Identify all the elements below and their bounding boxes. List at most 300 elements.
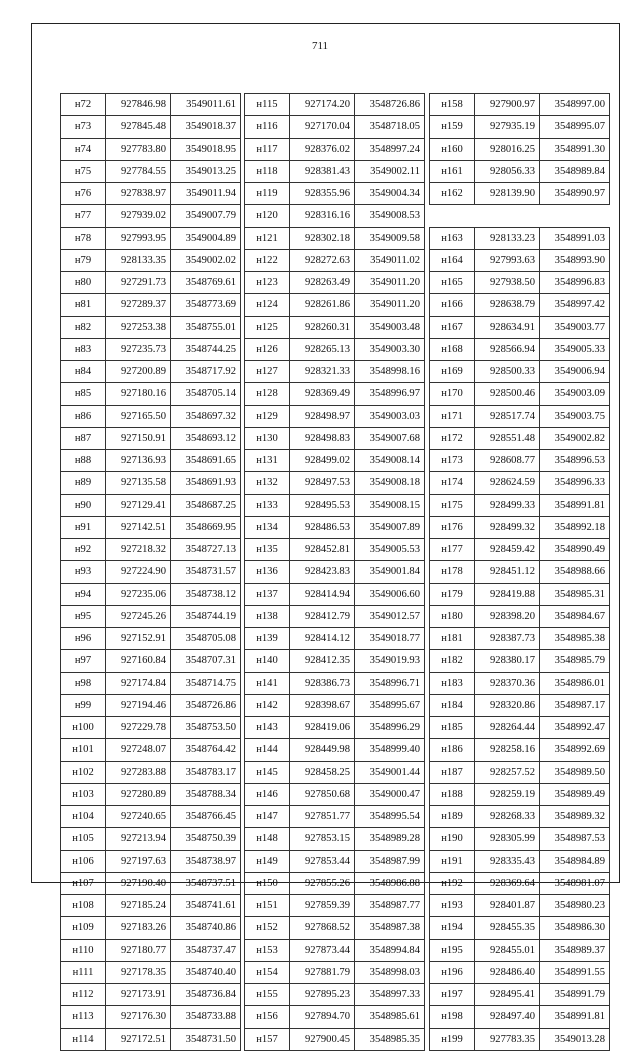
point-id-cell: н177 bbox=[430, 539, 475, 561]
point-id-cell: н105 bbox=[61, 828, 106, 850]
x-coordinate-cell: 928387.73 bbox=[475, 628, 540, 650]
point-id-cell: н90 bbox=[61, 494, 106, 516]
y-coordinate-cell: 3548981.07 bbox=[540, 872, 610, 894]
point-id-cell: н172 bbox=[430, 427, 475, 449]
table-row bbox=[245, 227, 425, 249]
point-id-cell: н113 bbox=[61, 1006, 106, 1028]
x-coordinate-cell: 927180.77 bbox=[106, 939, 171, 961]
y-coordinate-cell: 3548737.47 bbox=[171, 939, 241, 961]
point-id-cell: н116 bbox=[245, 116, 290, 138]
x-coordinate-cell: 927853.15 bbox=[290, 828, 355, 850]
table-row bbox=[61, 650, 241, 672]
table-row bbox=[430, 961, 610, 983]
x-coordinate-cell: 927172.51 bbox=[106, 1028, 171, 1050]
x-coordinate-cell: 928133.23 bbox=[475, 227, 540, 249]
x-coordinate-cell: 927248.07 bbox=[106, 739, 171, 761]
point-id-cell: н125 bbox=[245, 316, 290, 338]
x-coordinate-cell: 927224.90 bbox=[106, 561, 171, 583]
table-row bbox=[61, 494, 241, 516]
y-coordinate-cell: 3548987.77 bbox=[355, 895, 425, 917]
y-coordinate-cell: 3548991.55 bbox=[540, 961, 610, 983]
y-coordinate-cell: 3549006.94 bbox=[540, 361, 610, 383]
point-id-cell: н124 bbox=[245, 294, 290, 316]
table-row bbox=[61, 694, 241, 716]
x-coordinate-cell: 928263.49 bbox=[290, 272, 355, 294]
x-coordinate-cell: 927846.98 bbox=[106, 94, 171, 116]
x-coordinate-cell: 927868.52 bbox=[290, 917, 355, 939]
point-id-cell: н195 bbox=[430, 939, 475, 961]
x-coordinate-cell: 927900.97 bbox=[475, 94, 540, 116]
y-coordinate-cell: 3548737.51 bbox=[171, 872, 241, 894]
x-coordinate-cell: 928634.91 bbox=[475, 316, 540, 338]
x-coordinate-cell: 928412.79 bbox=[290, 605, 355, 627]
y-coordinate-cell: 3549004.89 bbox=[171, 227, 241, 249]
x-coordinate-cell: 928320.86 bbox=[475, 694, 540, 716]
x-coordinate-cell: 927174.84 bbox=[106, 672, 171, 694]
point-id-cell: н197 bbox=[430, 984, 475, 1006]
x-coordinate-cell: 928335.43 bbox=[475, 850, 540, 872]
table-row bbox=[245, 672, 425, 694]
y-coordinate-cell: 3549001.84 bbox=[355, 561, 425, 583]
y-coordinate-cell: 3548769.61 bbox=[171, 272, 241, 294]
table-row bbox=[61, 828, 241, 850]
y-coordinate-cell: 3548992.69 bbox=[540, 739, 610, 761]
table-row bbox=[61, 294, 241, 316]
y-coordinate-cell: 3548991.81 bbox=[540, 1006, 610, 1028]
y-coordinate-cell: 3549008.18 bbox=[355, 472, 425, 494]
y-coordinate-cell: 3548987.99 bbox=[355, 850, 425, 872]
point-id-cell: н86 bbox=[61, 405, 106, 427]
table-row bbox=[430, 717, 610, 739]
y-coordinate-cell: 3549004.34 bbox=[355, 183, 425, 205]
table-row bbox=[245, 872, 425, 894]
point-id-cell: н96 bbox=[61, 628, 106, 650]
point-id-cell: н149 bbox=[245, 850, 290, 872]
y-coordinate-cell: 3548755.01 bbox=[171, 316, 241, 338]
table-row bbox=[61, 939, 241, 961]
point-id-cell: н169 bbox=[430, 361, 475, 383]
x-coordinate-cell: 928370.36 bbox=[475, 672, 540, 694]
x-coordinate-cell: 927150.91 bbox=[106, 427, 171, 449]
table-row bbox=[430, 895, 610, 917]
point-id-cell: н162 bbox=[430, 183, 475, 205]
point-id-cell: н192 bbox=[430, 872, 475, 894]
table-row bbox=[245, 183, 425, 205]
x-coordinate-cell: 928414.12 bbox=[290, 628, 355, 650]
point-id-cell: н76 bbox=[61, 183, 106, 205]
point-id-cell: н182 bbox=[430, 650, 475, 672]
y-coordinate-cell: 3549003.03 bbox=[355, 405, 425, 427]
table-row bbox=[245, 806, 425, 828]
table-row bbox=[61, 516, 241, 538]
point-id-cell: н145 bbox=[245, 761, 290, 783]
point-id-cell: н84 bbox=[61, 361, 106, 383]
y-coordinate-cell: 3549003.30 bbox=[355, 338, 425, 360]
point-id-cell: н80 bbox=[61, 272, 106, 294]
y-coordinate-cell: 3548788.34 bbox=[171, 783, 241, 805]
y-coordinate-cell: 3549007.89 bbox=[355, 516, 425, 538]
x-coordinate-cell: 927283.88 bbox=[106, 761, 171, 783]
point-id-cell: н138 bbox=[245, 605, 290, 627]
y-coordinate-cell: 3548990.97 bbox=[540, 183, 610, 205]
x-coordinate-cell: 928401.87 bbox=[475, 895, 540, 917]
y-coordinate-cell: 3548726.86 bbox=[355, 94, 425, 116]
point-id-cell: н126 bbox=[245, 338, 290, 360]
table-row bbox=[430, 516, 610, 538]
table-row bbox=[245, 783, 425, 805]
table-row bbox=[245, 450, 425, 472]
y-coordinate-cell: 3548989.49 bbox=[540, 783, 610, 805]
y-coordinate-cell: 3548985.38 bbox=[540, 628, 610, 650]
x-coordinate-cell: 928517.74 bbox=[475, 405, 540, 427]
x-coordinate-cell: 928451.12 bbox=[475, 561, 540, 583]
y-coordinate-cell: 3549000.47 bbox=[355, 783, 425, 805]
x-coordinate-cell: 928268.33 bbox=[475, 806, 540, 828]
x-coordinate-cell: 927218.32 bbox=[106, 539, 171, 561]
point-id-cell: н123 bbox=[245, 272, 290, 294]
table-row bbox=[245, 739, 425, 761]
y-coordinate-cell: 3549018.77 bbox=[355, 628, 425, 650]
x-coordinate-cell: 928499.32 bbox=[475, 516, 540, 538]
table-row bbox=[61, 984, 241, 1006]
x-coordinate-cell: 928259.19 bbox=[475, 783, 540, 805]
y-coordinate-cell: 3549008.14 bbox=[355, 450, 425, 472]
point-id-cell: н147 bbox=[245, 806, 290, 828]
table-row bbox=[61, 405, 241, 427]
x-coordinate-cell: 927850.68 bbox=[290, 783, 355, 805]
x-coordinate-cell bbox=[475, 205, 540, 227]
point-id-cell: н143 bbox=[245, 717, 290, 739]
x-coordinate-cell: 927213.94 bbox=[106, 828, 171, 850]
y-coordinate-cell: 3548989.50 bbox=[540, 761, 610, 783]
x-coordinate-cell: 927881.79 bbox=[290, 961, 355, 983]
point-id-cell: н132 bbox=[245, 472, 290, 494]
point-id-cell: н136 bbox=[245, 561, 290, 583]
table-row bbox=[430, 650, 610, 672]
table-row bbox=[430, 1028, 610, 1050]
table-row bbox=[430, 761, 610, 783]
y-coordinate-cell: 3548995.07 bbox=[540, 116, 610, 138]
point-id-cell: н194 bbox=[430, 917, 475, 939]
x-coordinate-cell: 928624.59 bbox=[475, 472, 540, 494]
table-row bbox=[245, 828, 425, 850]
table-row bbox=[61, 183, 241, 205]
table-row bbox=[61, 227, 241, 249]
x-coordinate-cell: 927939.02 bbox=[106, 205, 171, 227]
table-row bbox=[430, 783, 610, 805]
x-coordinate-cell: 928458.25 bbox=[290, 761, 355, 783]
point-id-cell: н93 bbox=[61, 561, 106, 583]
y-coordinate-cell: 3549008.53 bbox=[355, 205, 425, 227]
point-id-cell: н107 bbox=[61, 872, 106, 894]
table-row bbox=[245, 361, 425, 383]
x-coordinate-cell: 928386.73 bbox=[290, 672, 355, 694]
page-number: 711 bbox=[311, 40, 329, 52]
point-id-cell: н133 bbox=[245, 494, 290, 516]
y-coordinate-cell: 3549006.60 bbox=[355, 583, 425, 605]
y-coordinate-cell: 3548740.86 bbox=[171, 917, 241, 939]
table-row bbox=[61, 427, 241, 449]
y-coordinate-cell: 3548697.32 bbox=[171, 405, 241, 427]
table-row bbox=[430, 672, 610, 694]
point-id-cell: н187 bbox=[430, 761, 475, 783]
x-coordinate-cell: 927235.06 bbox=[106, 583, 171, 605]
x-coordinate-cell: 928566.94 bbox=[475, 338, 540, 360]
y-coordinate-cell: 3548984.67 bbox=[540, 605, 610, 627]
x-coordinate-cell: 927170.04 bbox=[290, 116, 355, 138]
x-coordinate-cell: 928498.97 bbox=[290, 405, 355, 427]
x-coordinate-cell: 928260.31 bbox=[290, 316, 355, 338]
x-coordinate-cell: 928500.46 bbox=[475, 383, 540, 405]
x-coordinate-cell: 928498.83 bbox=[290, 427, 355, 449]
x-coordinate-cell: 927859.39 bbox=[290, 895, 355, 917]
point-id-cell: н118 bbox=[245, 160, 290, 182]
x-coordinate-cell: 927165.50 bbox=[106, 405, 171, 427]
table-row bbox=[245, 561, 425, 583]
x-coordinate-cell: 928369.64 bbox=[475, 872, 540, 894]
x-coordinate-cell: 927783.35 bbox=[475, 1028, 540, 1050]
table-row bbox=[61, 249, 241, 271]
table-row bbox=[430, 361, 610, 383]
point-id-cell: н74 bbox=[61, 138, 106, 160]
point-id-cell: н95 bbox=[61, 605, 106, 627]
y-coordinate-cell: 3548750.39 bbox=[171, 828, 241, 850]
table-row bbox=[245, 516, 425, 538]
y-coordinate-cell: 3548997.42 bbox=[540, 294, 610, 316]
point-id-cell: н91 bbox=[61, 516, 106, 538]
table-row bbox=[245, 761, 425, 783]
table-row bbox=[245, 138, 425, 160]
y-coordinate-cell: 3548994.84 bbox=[355, 939, 425, 961]
table-row bbox=[61, 872, 241, 894]
table-row bbox=[61, 338, 241, 360]
y-coordinate-cell: 3548996.83 bbox=[540, 272, 610, 294]
point-id-cell: н184 bbox=[430, 694, 475, 716]
y-coordinate-cell: 3549019.93 bbox=[355, 650, 425, 672]
y-coordinate-cell: 3549005.53 bbox=[355, 539, 425, 561]
x-coordinate-cell: 928355.96 bbox=[290, 183, 355, 205]
y-coordinate-cell: 3548991.81 bbox=[540, 494, 610, 516]
point-id-cell: н144 bbox=[245, 739, 290, 761]
point-id-cell: н160 bbox=[430, 138, 475, 160]
point-id-cell: н199 bbox=[430, 1028, 475, 1050]
y-coordinate-cell: 3549008.15 bbox=[355, 494, 425, 516]
point-id-cell: н108 bbox=[61, 895, 106, 917]
point-id-cell: н155 bbox=[245, 984, 290, 1006]
y-coordinate-cell: 3548731.57 bbox=[171, 561, 241, 583]
table-row bbox=[245, 405, 425, 427]
y-coordinate-cell: 3548733.88 bbox=[171, 1006, 241, 1028]
point-id-cell: н129 bbox=[245, 405, 290, 427]
y-coordinate-cell: 3548986.88 bbox=[355, 872, 425, 894]
point-id-cell: н174 bbox=[430, 472, 475, 494]
point-id-cell: н130 bbox=[245, 427, 290, 449]
x-coordinate-cell: 927176.30 bbox=[106, 1006, 171, 1028]
x-coordinate-cell: 927784.55 bbox=[106, 160, 171, 182]
point-id-cell: н165 bbox=[430, 272, 475, 294]
x-coordinate-cell: 928380.17 bbox=[475, 650, 540, 672]
x-coordinate-cell: 927845.48 bbox=[106, 116, 171, 138]
point-id-cell: н166 bbox=[430, 294, 475, 316]
point-id-cell: н92 bbox=[61, 539, 106, 561]
point-id-cell: н185 bbox=[430, 717, 475, 739]
x-coordinate-cell: 928258.16 bbox=[475, 739, 540, 761]
x-coordinate-cell: 927129.41 bbox=[106, 494, 171, 516]
point-id-cell: н114 bbox=[61, 1028, 106, 1050]
x-coordinate-cell: 927240.65 bbox=[106, 806, 171, 828]
point-id-cell: н159 bbox=[430, 116, 475, 138]
x-coordinate-cell: 927174.20 bbox=[290, 94, 355, 116]
table-row bbox=[430, 494, 610, 516]
table-row bbox=[61, 605, 241, 627]
point-id-cell: н85 bbox=[61, 383, 106, 405]
x-coordinate-cell: 927851.77 bbox=[290, 806, 355, 828]
table-row bbox=[245, 316, 425, 338]
y-coordinate-cell: 3548669.95 bbox=[171, 516, 241, 538]
y-coordinate-cell: 3548997.33 bbox=[355, 984, 425, 1006]
x-coordinate-cell: 928264.44 bbox=[475, 717, 540, 739]
y-coordinate-cell: 3548687.25 bbox=[171, 494, 241, 516]
point-id-cell: н180 bbox=[430, 605, 475, 627]
point-id-cell: н131 bbox=[245, 450, 290, 472]
y-coordinate-cell: 3548764.42 bbox=[171, 739, 241, 761]
point-id-cell: н157 bbox=[245, 1028, 290, 1050]
x-coordinate-cell: 928455.01 bbox=[475, 939, 540, 961]
point-id-cell: н148 bbox=[245, 828, 290, 850]
y-coordinate-cell: 3548744.19 bbox=[171, 605, 241, 627]
table-row bbox=[245, 272, 425, 294]
y-coordinate-cell: 3548987.53 bbox=[540, 828, 610, 850]
point-id-cell: н102 bbox=[61, 761, 106, 783]
table-row bbox=[61, 539, 241, 561]
y-coordinate-cell: 3549003.75 bbox=[540, 405, 610, 427]
x-coordinate-cell: 928499.02 bbox=[290, 450, 355, 472]
coordinates-table-1 bbox=[60, 93, 241, 1051]
x-coordinate-cell: 927853.44 bbox=[290, 850, 355, 872]
table-row bbox=[61, 272, 241, 294]
y-coordinate-cell: 3548989.32 bbox=[540, 806, 610, 828]
table-row bbox=[430, 472, 610, 494]
y-coordinate-cell: 3548985.35 bbox=[355, 1028, 425, 1050]
x-coordinate-cell: 928500.33 bbox=[475, 361, 540, 383]
point-id-cell: н135 bbox=[245, 539, 290, 561]
x-coordinate-cell: 928452.81 bbox=[290, 539, 355, 561]
x-coordinate-cell: 927194.46 bbox=[106, 694, 171, 716]
y-coordinate-cell: 3549001.44 bbox=[355, 761, 425, 783]
table-row bbox=[430, 338, 610, 360]
y-coordinate-cell: 3549002.11 bbox=[355, 160, 425, 182]
point-id-cell: н178 bbox=[430, 561, 475, 583]
table-row bbox=[245, 917, 425, 939]
y-coordinate-cell: 3548997.24 bbox=[355, 138, 425, 160]
y-coordinate-cell: 3548741.61 bbox=[171, 895, 241, 917]
x-coordinate-cell: 927142.51 bbox=[106, 516, 171, 538]
x-coordinate-cell: 928414.94 bbox=[290, 583, 355, 605]
y-coordinate-cell: 3548693.12 bbox=[171, 427, 241, 449]
point-id-cell: н83 bbox=[61, 338, 106, 360]
x-coordinate-cell: 928455.35 bbox=[475, 917, 540, 939]
point-id-cell: н119 bbox=[245, 183, 290, 205]
table-row bbox=[430, 272, 610, 294]
point-id-cell: н89 bbox=[61, 472, 106, 494]
y-coordinate-cell: 3548999.40 bbox=[355, 739, 425, 761]
y-coordinate-cell: 3548986.30 bbox=[540, 917, 610, 939]
point-id-cell: н140 bbox=[245, 650, 290, 672]
point-id-cell: н183 bbox=[430, 672, 475, 694]
y-coordinate-cell: 3548992.18 bbox=[540, 516, 610, 538]
y-coordinate-cell: 3548740.40 bbox=[171, 961, 241, 983]
point-id-cell: н175 bbox=[430, 494, 475, 516]
table-row bbox=[245, 383, 425, 405]
y-coordinate-cell: 3548714.75 bbox=[171, 672, 241, 694]
point-id-cell: н170 bbox=[430, 383, 475, 405]
table-row bbox=[430, 138, 610, 160]
table-row bbox=[245, 984, 425, 1006]
table-row bbox=[61, 628, 241, 650]
x-coordinate-cell: 928139.90 bbox=[475, 183, 540, 205]
y-coordinate-cell: 3548990.49 bbox=[540, 539, 610, 561]
x-coordinate-cell: 927135.58 bbox=[106, 472, 171, 494]
y-coordinate-cell: 3549009.58 bbox=[355, 227, 425, 249]
table-row bbox=[430, 316, 610, 338]
point-id-cell: н88 bbox=[61, 450, 106, 472]
x-coordinate-cell: 928486.40 bbox=[475, 961, 540, 983]
point-id-cell: н141 bbox=[245, 672, 290, 694]
point-id-cell: н134 bbox=[245, 516, 290, 538]
point-id-cell: н117 bbox=[245, 138, 290, 160]
x-coordinate-cell: 928486.53 bbox=[290, 516, 355, 538]
table-row bbox=[430, 806, 610, 828]
y-coordinate-cell: 3549011.20 bbox=[355, 294, 425, 316]
y-coordinate-cell: 3548766.45 bbox=[171, 806, 241, 828]
table-row bbox=[61, 361, 241, 383]
point-id-cell: н99 bbox=[61, 694, 106, 716]
y-coordinate-cell: 3548987.38 bbox=[355, 917, 425, 939]
y-coordinate-cell: 3548736.84 bbox=[171, 984, 241, 1006]
y-coordinate-cell: 3548783.17 bbox=[171, 761, 241, 783]
x-coordinate-cell: 928056.33 bbox=[475, 160, 540, 182]
x-coordinate-cell: 927200.89 bbox=[106, 361, 171, 383]
y-coordinate-cell: 3548980.23 bbox=[540, 895, 610, 917]
y-coordinate-cell: 3548726.86 bbox=[171, 694, 241, 716]
table-row bbox=[430, 984, 610, 1006]
table-row bbox=[430, 227, 610, 249]
table-row bbox=[61, 917, 241, 939]
table-row bbox=[245, 249, 425, 271]
table-row bbox=[245, 1006, 425, 1028]
x-coordinate-cell: 928495.41 bbox=[475, 984, 540, 1006]
y-coordinate-cell: 3549005.33 bbox=[540, 338, 610, 360]
point-id-cell: н179 bbox=[430, 583, 475, 605]
x-coordinate-cell: 927160.84 bbox=[106, 650, 171, 672]
x-coordinate-cell: 927136.93 bbox=[106, 450, 171, 472]
point-id-cell: н152 bbox=[245, 917, 290, 939]
x-coordinate-cell: 928419.88 bbox=[475, 583, 540, 605]
x-coordinate-cell: 927289.37 bbox=[106, 294, 171, 316]
point-id-cell: н198 bbox=[430, 1006, 475, 1028]
y-coordinate-cell: 3548691.93 bbox=[171, 472, 241, 494]
y-coordinate-cell: 3548993.90 bbox=[540, 249, 610, 271]
point-id-cell: н188 bbox=[430, 783, 475, 805]
point-id-cell: н94 bbox=[61, 583, 106, 605]
x-coordinate-cell: 928551.48 bbox=[475, 427, 540, 449]
point-id-cell: н153 bbox=[245, 939, 290, 961]
y-coordinate-cell: 3549011.94 bbox=[171, 183, 241, 205]
point-id-cell: н103 bbox=[61, 783, 106, 805]
x-coordinate-cell: 928419.06 bbox=[290, 717, 355, 739]
table-row bbox=[430, 939, 610, 961]
table-row bbox=[245, 717, 425, 739]
